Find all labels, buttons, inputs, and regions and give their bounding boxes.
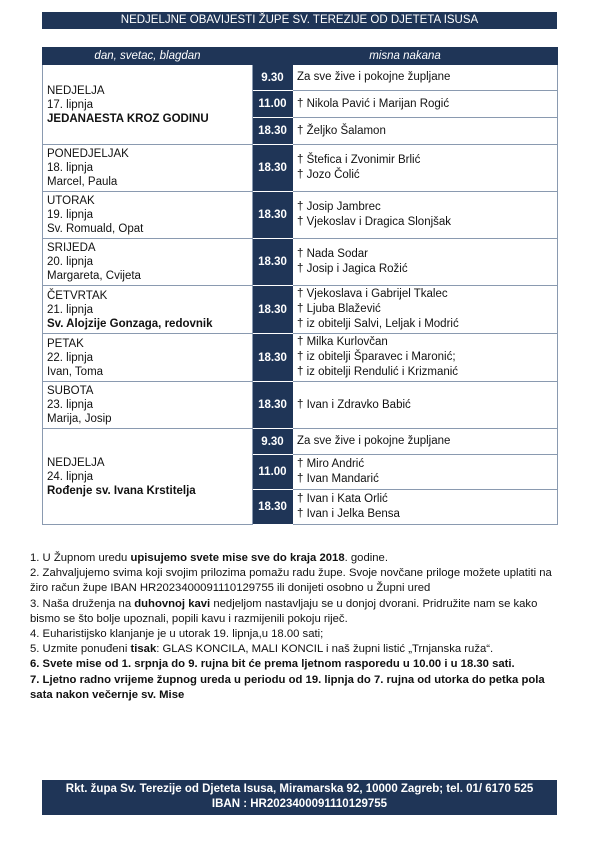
intention-line: † Josip i Jagica Rožić	[297, 263, 408, 275]
day-feast: Rođenje sv. Ivana Krstitelja	[47, 484, 196, 497]
intention-line: † Milka Kurlovčan	[297, 336, 388, 348]
mass-intention	[293, 118, 558, 145]
mass-time: 18.30	[253, 145, 293, 192]
note-6: 6. Svete mise od 1. srpnja do 9. rujna bit će prema ljetnom rasporedu u 10.00 i u 18.30 sati.	[30, 658, 515, 671]
mass-time: 9.30	[253, 429, 293, 455]
day-feast: Sv. Alojzije Gonzaga, redovnik	[47, 317, 213, 330]
mass-time: 18.30	[253, 192, 293, 239]
intention-line: † Ivan i Zdravko Babić	[297, 398, 411, 411]
table-row	[43, 286, 558, 334]
day-feast: JEDANAESTA KROZ GODINU	[47, 112, 209, 125]
table-header-row	[43, 48, 558, 65]
note-1: 1. U Župnom uredu upisujemo svete mise sve do kraja 2018. godine.	[30, 552, 388, 564]
day-name: SRIJEDA	[47, 242, 96, 254]
note-2: 2. Zahvaljujemo svima koji svojim prilozima pomažu radu župe. Svoje novčane priloge možete uplatiti na žiro račun župe IBAN HR2023400091110129755 ili donijeti osobno u Župni ured	[30, 567, 552, 595]
intention-line: † Ivan Mandarić	[297, 473, 379, 485]
note-5: 5. Uzmite ponuđeni tisak: GLAS KONCILA, MALI KONCIL i naš župni listić „Trnjanska ruža“.	[30, 643, 494, 656]
intention-line: † Nikola Pavić i Marijan Rogić	[297, 97, 450, 110]
mass-time: 11.00	[253, 455, 293, 490]
page-title: NEDJELJNE OBAVIJESTI ŽUPE SV. TEREZIJE OD DJETETA ISUSA	[42, 12, 557, 29]
mass-intention	[293, 429, 558, 455]
intention-line: † Vjekoslava i Gabrijel Tkalec	[297, 288, 448, 300]
day-date: 17. lipnja	[47, 98, 94, 111]
day-cell	[43, 192, 253, 239]
footer-iban: IBAN : HR2023400091110129755	[211, 798, 388, 810]
intention-line: † iz obitelji Rendulić i Krizmanić	[297, 366, 459, 378]
mass-intention	[293, 192, 558, 239]
day-name: SUBOTA	[47, 385, 94, 397]
table-row	[43, 65, 558, 91]
table-row	[43, 239, 558, 286]
intention-line: † iz obitelji Šparavec i Maronić;	[297, 351, 456, 363]
intention-line: † Josip Jambrec	[297, 201, 381, 213]
intention-line: † Ljuba Blažević	[297, 303, 381, 315]
footer	[42, 780, 557, 815]
day-cell	[43, 382, 253, 429]
day-date: 20. lipnja	[47, 256, 94, 268]
day-name: PETAK	[47, 337, 84, 350]
mass-intention	[293, 286, 558, 334]
intention-line: † Ivan i Kata Orlić	[297, 493, 388, 505]
day-name: ČETVRTAK	[47, 289, 108, 302]
day-cell	[43, 429, 253, 525]
mass-time: 11.00	[253, 91, 293, 118]
mass-intention	[293, 145, 558, 192]
day-cell	[43, 145, 253, 192]
footer-address: Rkt. župa Sv. Terezije od Djeteta Isusa, Miramarska 92, 10000 Zagreb; tel. 01/ 6170 525	[65, 783, 534, 795]
day-date: 22. lipnja	[47, 351, 94, 364]
day-feast: Ivan, Toma	[47, 365, 104, 378]
mass-time: 18.30	[253, 118, 293, 145]
day-name: NEDJELJA	[47, 84, 105, 97]
day-date: 23. lipnja	[47, 399, 94, 411]
table-row	[43, 334, 558, 382]
day-cell	[43, 65, 253, 145]
mass-intention	[293, 334, 558, 382]
table-row	[43, 429, 558, 455]
day-date: 18. lipnja	[47, 162, 94, 174]
mass-intention	[293, 91, 558, 118]
note-4: 4. Euharistijsko klanjanje je u utorak 19. lipnja,u 18.00 sati;	[30, 628, 324, 641]
day-name: PONEDJELJAK	[47, 148, 129, 160]
day-name: NEDJELJA	[47, 456, 105, 469]
mass-time: 18.30	[253, 382, 293, 429]
intention-line: Za sve žive i pokojne župljane	[297, 435, 451, 447]
mass-intention	[293, 65, 558, 91]
intention-line: Za sve žive i pokojne župljane	[297, 71, 451, 83]
intention-line: † Nada Sodar	[297, 248, 368, 260]
note-3: 3. Naša druženja na duhovnoj kavi nedjeljom nastavljaju se u donjoj dvorani. Pridružite nam se kako bismo se što bolje upoznali, popili kavu i razmijenili pokoju riječ.	[30, 597, 538, 625]
day-cell	[43, 239, 253, 286]
day-feast: Sv. Romuald, Opat	[47, 223, 144, 235]
day-cell	[43, 334, 253, 382]
intention-line: † Miro Andrić	[297, 458, 365, 470]
day-cell	[43, 286, 253, 334]
day-feast: Marcel, Paula	[47, 176, 118, 188]
announcements	[30, 551, 570, 703]
table-row	[43, 382, 558, 429]
mass-schedule-table	[42, 47, 558, 525]
table-row	[43, 145, 558, 192]
mass-intention	[293, 239, 558, 286]
day-feast: Margareta, Cvijeta	[47, 270, 141, 282]
day-date: 19. lipnja	[47, 209, 94, 221]
intention-line: † Jozo Čolić	[297, 169, 360, 181]
mass-time: 18.30	[253, 239, 293, 286]
intention-line: † Štefica i Zvonimir Brlić	[297, 154, 421, 166]
mass-intention	[293, 382, 558, 429]
schedule-body	[43, 65, 558, 525]
mass-intention	[293, 490, 558, 525]
column-header-day: dan, svetac, blagdan	[43, 48, 253, 65]
day-date: 21. lipnja	[47, 303, 94, 316]
column-header-intent: misna nakana	[253, 48, 558, 65]
mass-time: 18.30	[253, 334, 293, 382]
mass-time: 18.30	[253, 490, 293, 525]
mass-intention	[293, 455, 558, 490]
intention-line: † Željko Šalamon	[297, 124, 386, 137]
day-date: 24. lipnja	[47, 470, 94, 483]
day-feast: Marija, Josip	[47, 413, 112, 425]
mass-time: 18.30	[253, 286, 293, 334]
table-row	[43, 192, 558, 239]
intention-line: † iz obitelji Salvi, Leljak i Modrić	[297, 318, 459, 330]
day-name: UTORAK	[47, 195, 95, 207]
mass-time: 9.30	[253, 65, 293, 91]
intention-line: † Vjekoslav i Dragica Slonjšak	[297, 216, 452, 228]
note-7: 7. Ljetno radno vrijeme župnog ureda u periodu od 19. lipnja do 7. rujna od utorka do petka pola sata nakon večernje sv. Mise	[30, 673, 545, 701]
intention-line: † Ivan i Jelka Bensa	[297, 508, 400, 520]
